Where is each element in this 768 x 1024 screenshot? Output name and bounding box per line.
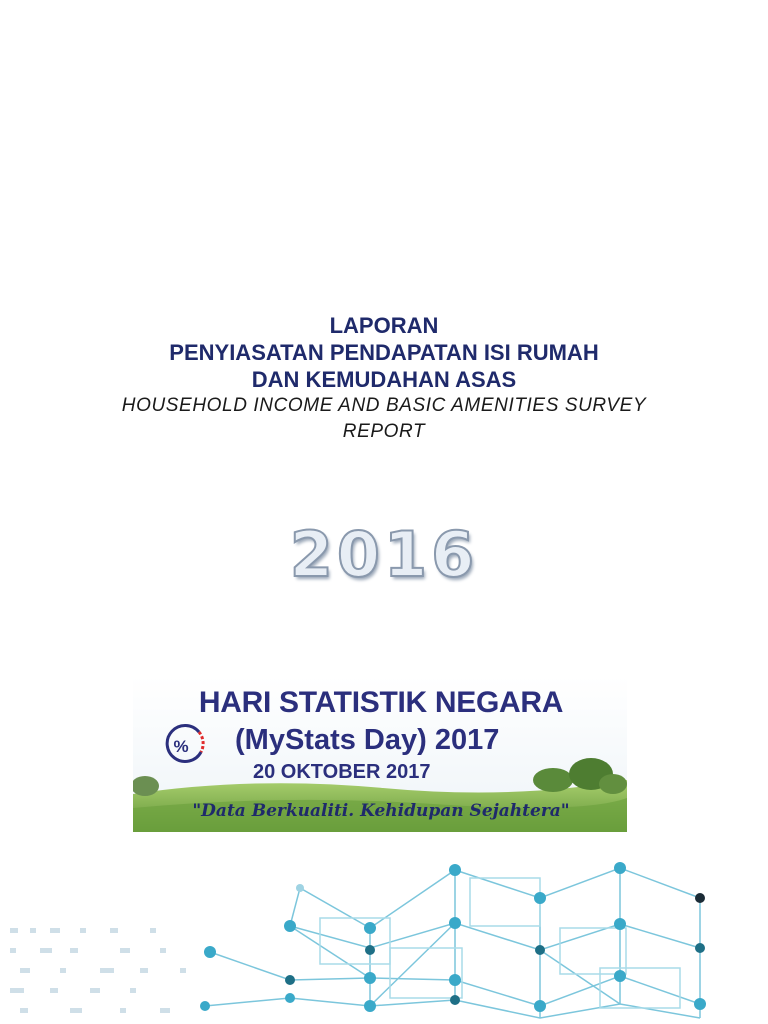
banner-tagline: "Data Berkualiti. Kehidupan Sejahtera" bbox=[192, 801, 570, 821]
banner-event-date: 20 OKTOBER 2017 bbox=[253, 761, 431, 783]
banner-event-title: HARI STATISTIK NEGARA bbox=[198, 686, 564, 719]
title-line-survey-malay: PENYIASATAN PENDAPATAN ISI RUMAH bbox=[169, 340, 599, 365]
mystats-day-banner bbox=[133, 676, 627, 832]
percent-gauge-icon bbox=[159, 722, 207, 766]
banner-event-subtitle: (MyStats Day) 2017 bbox=[235, 724, 500, 756]
svg-text:%: % bbox=[173, 737, 189, 756]
report-year: 2016 bbox=[289, 518, 479, 591]
network-graphic bbox=[0, 858, 768, 1024]
subtitle-line-english: HOUSEHOLD INCOME AND BASIC AMENITIES SURVEY bbox=[121, 395, 647, 416]
subtitle-line-report: REPORT bbox=[342, 421, 426, 442]
report-title-block bbox=[0, 312, 768, 445]
title-line-laporan: LAPORAN bbox=[329, 313, 439, 338]
title-line-amenities-malay: DAN KEMUDAHAN ASAS bbox=[251, 367, 517, 392]
